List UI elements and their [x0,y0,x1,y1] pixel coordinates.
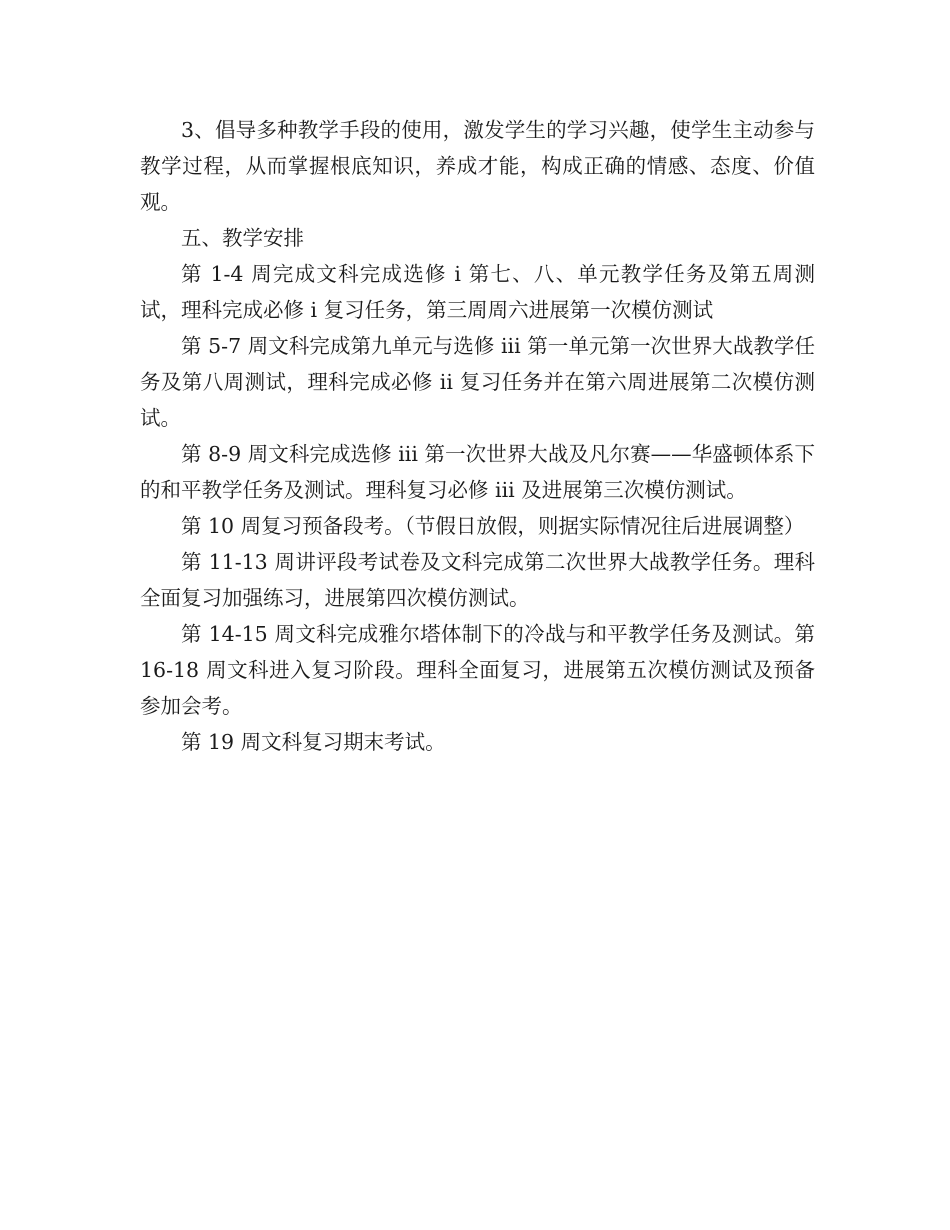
paragraph-weeks-8-9: 第 8-9 周文科完成选修 iii 第一次世界大战及凡尔赛——华盛顿体系下的和平教学任务及测试。理科复习必修 iii 及进展第三次模仿测试。 [140,442,815,502]
paragraph-weeks-5-7: 第 5-7 周文科完成第九单元与选修 iii 第一单元第一次世界大战教学任务及第八周测试，理科完成必修 ii 复习任务并在第六周进展第二次模仿测试。 [140,334,815,430]
section-heading-teaching-schedule: 五、教学安排 [181,226,304,250]
paragraph-weeks-1-4: 第 1-4 周完成文科完成选修 i 第七、八、单元教学任务及第五周测试，理科完成必修 i 复习任务，第三周周六进展第一次模仿测试 [140,262,815,322]
paragraph-week-19: 第 19 周文科复习期末考试。 [181,730,446,754]
paragraph-weeks-14-18: 第 14-15 周文科完成雅尔塔体制下的冷战与和平教学任务及测试。第 16-18 周文科进入复习阶段。理科全面复习，进展第五次模仿测试及预备参加会考。 [140,622,815,718]
paragraph-weeks-11-13: 第 11-13 周讲评段考试卷及文科完成第二次世界大战教学任务。理科全面复习加强练习，进展第四次模仿测试。 [140,550,815,610]
paragraph-week-10: 第 10 周复习预备段考。（节假日放假，则据实际情况往后进展调整） [181,514,805,538]
paragraph-teaching-methods: 3、倡导多种教学手段的使用，激发学生的学习兴趣，使学生主动参与教学过程，从而掌握根底知识，养成才能，构成正确的情感、态度、价值观。 [140,118,815,214]
document-page [140,112,815,760]
